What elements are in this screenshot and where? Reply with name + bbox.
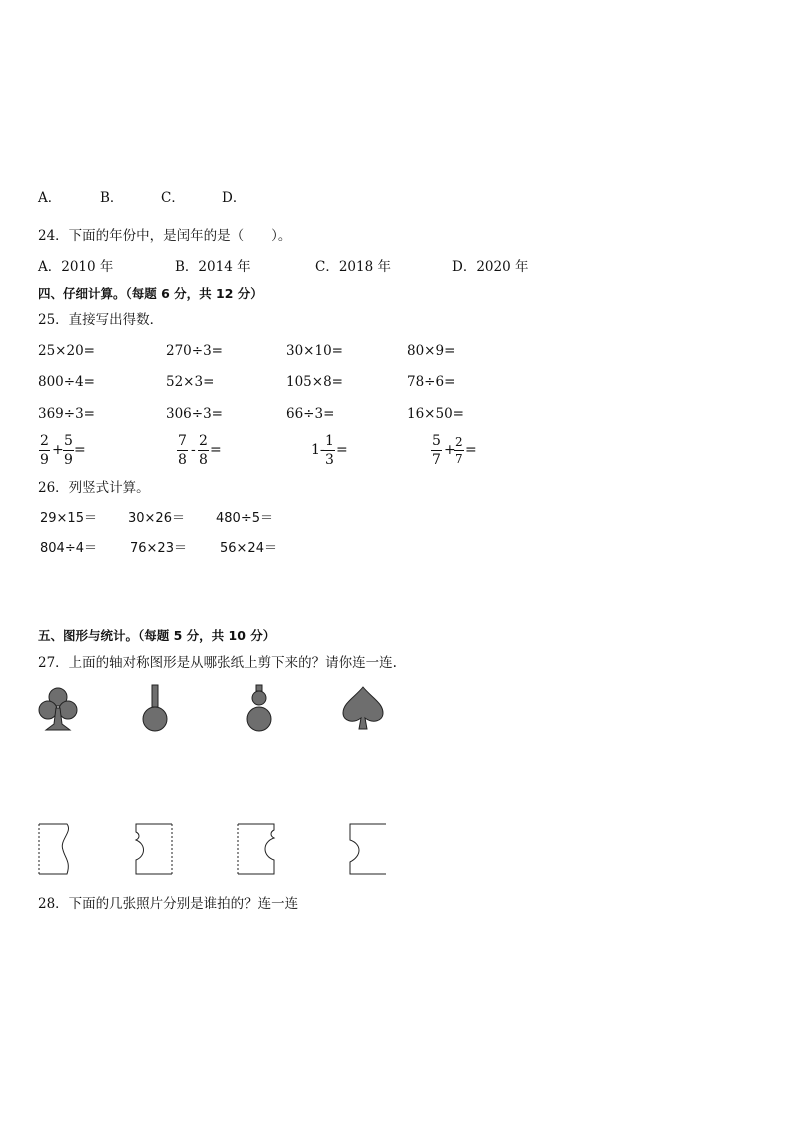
numerator: 5 <box>432 433 441 449</box>
q24-option-c: C．2018 年 <box>315 259 391 275</box>
spade-shape-icon <box>341 685 385 733</box>
calc-item: 800÷4= <box>38 374 95 390</box>
section5-title: 五、图形与统计。（每题 5 分，共 10 分） <box>38 628 276 643</box>
q26-stem: 26．列竖式计算。 <box>38 480 150 496</box>
vertical-calc-item: 56×24＝ <box>220 541 277 556</box>
calc-item: 105×8= <box>286 374 343 390</box>
q23-option-d: D． <box>222 190 247 206</box>
equals-sign: = <box>210 442 222 458</box>
denominator: 8 <box>178 452 187 468</box>
flask-shape-icon <box>140 684 170 734</box>
fraction <box>454 436 464 465</box>
calc-item: 25×20= <box>38 343 95 359</box>
vertical-calc-item: 29×15＝ <box>40 511 97 526</box>
denominator: 7 <box>432 452 441 468</box>
operator: + <box>52 442 64 458</box>
fraction <box>63 434 74 467</box>
lead-term: 1- <box>311 442 325 458</box>
numerator: 7 <box>178 433 187 449</box>
q23-option-b: B． <box>100 190 124 206</box>
calc-item: 80×9= <box>407 343 456 359</box>
numerator: 1 <box>325 433 334 449</box>
q24-option-a: A．2010 年 <box>38 259 114 275</box>
q23-option-a: A． <box>38 190 62 206</box>
q28-stem: 28．下面的几张照片分别是谁拍的？连一连 <box>38 896 299 912</box>
denominator: 3 <box>325 452 334 468</box>
paper-cut-c-icon <box>236 822 278 876</box>
numerator: 5 <box>64 433 73 449</box>
q25-stem: 25．直接写出得数． <box>38 312 164 328</box>
q27-stem: 27．上面的轴对称图形是从哪张纸上剪下来的？请你连一连. <box>38 655 397 671</box>
fraction <box>324 434 335 467</box>
calc-item: 16×50= <box>407 406 464 422</box>
vertical-calc-item: 76×23＝ <box>130 541 187 556</box>
vertical-calc-item: 30×26＝ <box>128 511 185 526</box>
operator: + <box>444 442 456 458</box>
fraction <box>431 434 442 467</box>
section4-title: 四、仔细计算。（每题 6 分，共 12 分） <box>38 286 263 301</box>
denominator: 7 <box>455 452 463 466</box>
denominator: 9 <box>64 452 73 468</box>
denominator: 8 <box>199 452 208 468</box>
paper-cut-b-icon <box>132 822 174 876</box>
numerator: 2 <box>455 435 463 449</box>
equals-sign: = <box>74 442 86 458</box>
q23-option-c: C． <box>161 190 185 206</box>
calc-item: 270÷3= <box>166 343 223 359</box>
calc-item: 30×10= <box>286 343 343 359</box>
vertical-calc-item: 480÷5＝ <box>216 511 273 526</box>
numerator: 2 <box>40 433 49 449</box>
calc-item: 52×3= <box>166 374 215 390</box>
calc-item: 78÷6= <box>407 374 456 390</box>
q24-stem: 24．下面的年份中，是闰年的是（ ）。 <box>38 228 292 244</box>
q24-option-d: D．2020 年 <box>452 259 529 275</box>
equals-sign: = <box>465 442 477 458</box>
q24-option-b: B．2014 年 <box>175 259 251 275</box>
calc-item: 306÷3= <box>166 406 223 422</box>
fraction <box>177 434 188 467</box>
gourd-shape-icon <box>244 684 274 734</box>
equals-sign: = <box>336 442 348 458</box>
vertical-calc-item: 804÷4＝ <box>40 541 97 556</box>
numerator: 2 <box>199 433 208 449</box>
denominator: 9 <box>40 452 49 468</box>
paper-cut-d-icon <box>346 822 388 876</box>
fraction <box>39 434 50 467</box>
calc-item: 369÷3= <box>38 406 95 422</box>
paper-cut-a-icon <box>37 822 79 876</box>
fraction <box>198 434 209 467</box>
operator: - <box>191 442 196 458</box>
club-shape-icon <box>37 686 79 732</box>
calc-item: 66÷3= <box>286 406 335 422</box>
